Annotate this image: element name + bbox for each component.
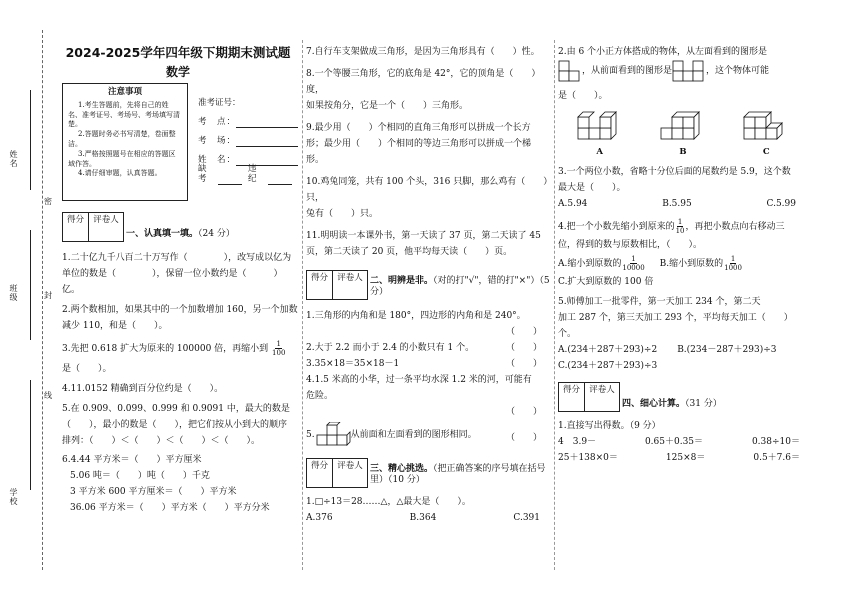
choice-2-line-d: 是（ ）。 <box>558 91 608 101</box>
option-b[interactable]: B.(234－287＋293)÷3 <box>677 345 777 355</box>
column-2 <box>306 44 552 526</box>
choice-4-options-ab <box>558 255 808 272</box>
binding-strip <box>0 0 58 602</box>
choice-q1 <box>306 494 552 526</box>
score-cell: 得分 <box>559 383 585 411</box>
judge-4-b: 危险。 <box>306 391 334 401</box>
q3-line-b: 是（ ）。 <box>62 364 112 374</box>
calc-row-1 <box>558 434 808 450</box>
judge-2: 2.大于 2.2 而小于 2.4 的小数只有 1 个。 <box>306 343 475 353</box>
cube-stack-icon <box>315 422 351 448</box>
calc-item[interactable]: 0.65＋0.35＝ <box>644 437 704 447</box>
section-1-title: 一、认真填一填。（24 分） <box>126 228 235 239</box>
judge-3-answer[interactable]: （ ） <box>505 359 542 369</box>
score-box <box>306 270 368 300</box>
notice-item: 4.请仔细审题，认真答题。 <box>78 169 162 178</box>
name-field[interactable] <box>236 156 298 166</box>
cube-figure-b-icon <box>659 108 707 144</box>
choice-5-line-a: 5.师傅加工一批零件，第一天加工 234 个，第二天 <box>558 297 761 307</box>
grader-cell: 评卷人 <box>337 461 363 471</box>
figure-b-label: B <box>679 147 687 157</box>
choice-3-line-b: 最大是（ ）。 <box>558 183 626 193</box>
section-3-title: 三、精心挑选。（把正确答案的序号填在括号里）（10 分） <box>370 463 546 485</box>
option-a[interactable]: A.(234＋287＋293)÷2 <box>558 345 658 355</box>
school-label: 学校 <box>9 488 18 506</box>
name-line <box>30 90 31 190</box>
q3-line-a: 3.先把 0.618 扩大为原来的 100000 倍，再缩小到 $\frac{1}{100}$ <box>62 340 286 357</box>
name-field-label: 姓 名： <box>198 155 237 166</box>
choice-3-options <box>558 196 808 212</box>
q3-fraction: $\frac{1}{100}$ <box>272 340 286 357</box>
choice-2-line-a: 2.由 6 个小正方体搭成的物体，从左面看到的图形是 <box>558 47 768 57</box>
score-cell: 得分 <box>307 271 333 299</box>
class-label: 班级 <box>9 284 18 302</box>
q11-line-b: 页，第二天读了 20 页，他平均每天读（ ）页。 <box>306 247 513 257</box>
questions-fill <box>62 250 298 516</box>
calc-item[interactable]: 125×8＝ <box>665 453 706 463</box>
section-1-header <box>62 212 298 242</box>
calc-item[interactable]: 0.5＋7.6＝ <box>753 453 800 463</box>
choice-2-line-b <box>558 60 808 82</box>
fold-line <box>42 30 43 570</box>
column-1 <box>58 40 298 513</box>
option-b[interactable]: B.缩小到原数的 $\frac{1}{1000}$ <box>659 255 742 272</box>
choice-5-line-b: 加工 287 个，第三天加工 293 个，平均每天加工（ ）个。 <box>558 313 793 339</box>
section-2-header <box>306 270 552 300</box>
choice-2-text-b: ，从前面看到的图形是 <box>582 66 673 76</box>
seal-mark-2: 封 <box>44 291 52 300</box>
q6-line-a: 6.4.44 平方米＝（ ）平方厘米 <box>62 455 202 465</box>
school-line <box>30 380 31 490</box>
column-divider-2 <box>554 40 555 570</box>
choice-3-line-a: 3.一个两位小数，省略十分位后面的尾数约是 5.9，这个数 <box>558 167 791 177</box>
option-b[interactable]: B.5.95 <box>662 199 692 209</box>
cube-figure-a-icon <box>576 108 624 144</box>
calc-item[interactable]: 0.38÷10＝ <box>751 437 800 447</box>
choice-q2 <box>558 44 808 374</box>
figure-c-label: C <box>762 147 770 157</box>
choice-2-text-c: ，这个物体可能 <box>706 66 770 76</box>
left-view-icon <box>558 60 582 82</box>
choice-1-text: 1.□÷13＝28……△，△最大是（ ）。 <box>306 497 471 507</box>
notice-item: 3.严格按照题号在相应的答题区域作答。 <box>68 149 176 168</box>
q5-line-c: 排列：（ ）＜（ ）＜（ ）＜（ ）。 <box>62 436 261 446</box>
option-c[interactable]: C.扩大到原数的 100 倍 <box>558 277 654 287</box>
q1-line-b: 单位的数是（ ），保留一位小数约是（ ）亿。 <box>62 269 283 295</box>
exam-title: 2024-2025学年四年级下期期末测试题 <box>65 45 291 60</box>
figure-a[interactable] <box>576 108 624 160</box>
seal-mark-1: 密 <box>44 197 52 206</box>
section-3-header <box>306 458 552 488</box>
calc-item[interactable]: 4 3.9－ <box>558 437 597 447</box>
judge-4-a: 4.1.5 米高的小华，过一条平均水深 1.2 米的河，可能有 <box>306 375 532 385</box>
violation-box[interactable] <box>268 175 292 185</box>
front-view-icon <box>672 60 706 82</box>
grader-cell: 评卷人 <box>93 215 119 225</box>
figure-a-label: A <box>596 147 603 157</box>
grader-cell: 评卷人 <box>337 273 363 283</box>
questions-fill-cont <box>306 44 552 260</box>
score-box <box>62 212 124 242</box>
q10-line-b: 兔有（ ）只。 <box>306 209 379 219</box>
candidate-info <box>198 90 298 185</box>
option-a[interactable]: A.376 <box>306 513 333 523</box>
hall-label: 考 点： <box>198 117 237 128</box>
option-a[interactable]: A.5.94 <box>558 199 588 209</box>
subject-title: 数学 <box>165 64 190 79</box>
calc-item[interactable]: 25＋138×0＝ <box>558 453 618 463</box>
option-c[interactable]: C.5.99 <box>766 199 796 209</box>
column-divider-1 <box>302 40 303 570</box>
absent-label: 缺考 <box>198 163 207 185</box>
q4-line: 4.11.0152 精确到百分位约是（ ）。 <box>62 384 224 394</box>
q5-line-b: （ ），最小的数是（ ），把它们按从小到大的顺序 <box>62 420 288 430</box>
room-label: 考 场： <box>198 136 237 147</box>
hall-field[interactable] <box>236 118 298 128</box>
judge-5-text: 从前面和左面看到的图形相同。 <box>350 430 477 440</box>
grader-cell: 评卷人 <box>589 385 615 395</box>
q8-line-b: 如果按角分，它是一个（ ）三角形。 <box>306 101 469 111</box>
score-cell: 得分 <box>63 213 89 241</box>
notice-heading: 注意事项 <box>107 87 142 97</box>
q6-line-b: 5.06 吨＝（ ）吨（ ）千克 <box>70 471 210 481</box>
judge-5-answer[interactable]: （ ） <box>505 433 542 443</box>
column-3 <box>558 44 808 466</box>
q10-line-a: 10.鸡兔同笼，共有 100 个头，316 只脚，那么鸡有（ ）只， <box>306 177 548 203</box>
judge-2-answer[interactable]: （ ） <box>505 343 542 353</box>
name-label: 姓名 <box>9 150 18 168</box>
option-c[interactable]: C.391 <box>513 513 540 523</box>
q9-line-c: 形。 <box>306 155 325 165</box>
q8-line-a: 8.一个等腰三角形，它的底角是 42°，它的顶角是（ ）度， <box>306 69 541 95</box>
q6-line-c: 3 平方米 600 平方厘米＝（ ）平方米 <box>70 487 237 497</box>
q2-line-b: 减少 110，和是（ ）。 <box>62 321 168 331</box>
section-2-title: 二、明辨是非。（对的打"√"，错的打"×"）（5 分） <box>370 275 550 297</box>
judge-3: 3.35×18＝35×18－1 <box>306 359 400 369</box>
violation-label: 违纪 <box>248 163 257 185</box>
room-field[interactable] <box>236 137 298 147</box>
calc-q1 <box>558 418 808 466</box>
ticket-label: 准考证号： <box>198 98 241 109</box>
figure-c[interactable] <box>742 108 790 160</box>
notice-box <box>62 83 188 201</box>
option-c[interactable]: C.(234＋287＋293)÷3 <box>558 361 658 371</box>
score-cell: 得分 <box>307 459 333 487</box>
q9-line-b: 形；最少用（ ）个相同的等边三角形可以拼成一个梯 <box>306 139 532 149</box>
judge-1: 1.三角形的内角和是 180°，四边形的内角和是 240°。 <box>306 311 526 321</box>
choice-5-options-ab <box>558 342 808 358</box>
cube-figure-c-icon <box>742 108 790 144</box>
q1-line-a: 1.二十亿九千八百二十万写作（ ），改写成以亿为 <box>62 253 292 263</box>
absent-box[interactable] <box>218 175 242 185</box>
q6-line-d: 36.06 平方米＝（ ）平方米（ ）平方分米 <box>70 503 270 513</box>
judge-questions <box>306 308 552 446</box>
choice-1-options <box>306 510 552 526</box>
q11-line-a: 11.明明读一本课外书，第一天读了 37 页，第二天读了 45 <box>306 231 541 241</box>
calc-row-2 <box>558 450 808 466</box>
cube-figures <box>558 108 808 160</box>
q7-line: 7.自行车支架做成三角形，是因为三角形具有（ ）性。 <box>306 47 540 57</box>
q9-line-a: 9.最少用（ ）个相同的直角三角形可以拼成一个长方 <box>306 123 531 133</box>
score-box <box>306 458 368 488</box>
judge-1-answer[interactable]: （ ） <box>505 327 542 337</box>
judge-4-answer[interactable]: （ ） <box>505 407 542 417</box>
class-line <box>30 230 31 340</box>
seal-mark-3: 线 <box>44 391 52 400</box>
section-4-title: 四、细心计算。（31 分） <box>622 398 722 409</box>
calc-1-title: 1.直接写出得数。（9 分） <box>558 421 661 431</box>
judge-5-number: 5. <box>306 430 315 440</box>
score-box <box>558 382 620 412</box>
q2-line-a: 2.两个数相加，如果其中的一个加数增加 160，另一个加数 <box>62 305 298 315</box>
option-a[interactable]: A.缩小到原数的 $\frac{1}{10000}$ <box>558 255 645 272</box>
notice-item: 1.考生答题前，先将自己的姓名、准考证号、考场号、考场填写清楚。 <box>68 100 180 129</box>
choice-4-line-c: 位，得到的数与原数相比，（ ）。 <box>558 240 703 250</box>
figure-b[interactable] <box>659 108 707 160</box>
notice-item: 2.答题时务必书写清楚，卷面整洁。 <box>68 130 176 149</box>
choice-4-line-a: 4.把一个小数先缩小到原来的 $\frac{1}{10}$ ，再把小数点向右移动三 <box>558 218 785 235</box>
option-b[interactable]: B.364 <box>409 513 437 523</box>
q5-line-a: 5.在 0.909、0.099、0.999 和 0.9091 中，最大的数是 <box>62 404 290 414</box>
c4-fraction: $\frac{1}{10}$ <box>675 218 685 235</box>
section-4-header <box>558 382 808 412</box>
